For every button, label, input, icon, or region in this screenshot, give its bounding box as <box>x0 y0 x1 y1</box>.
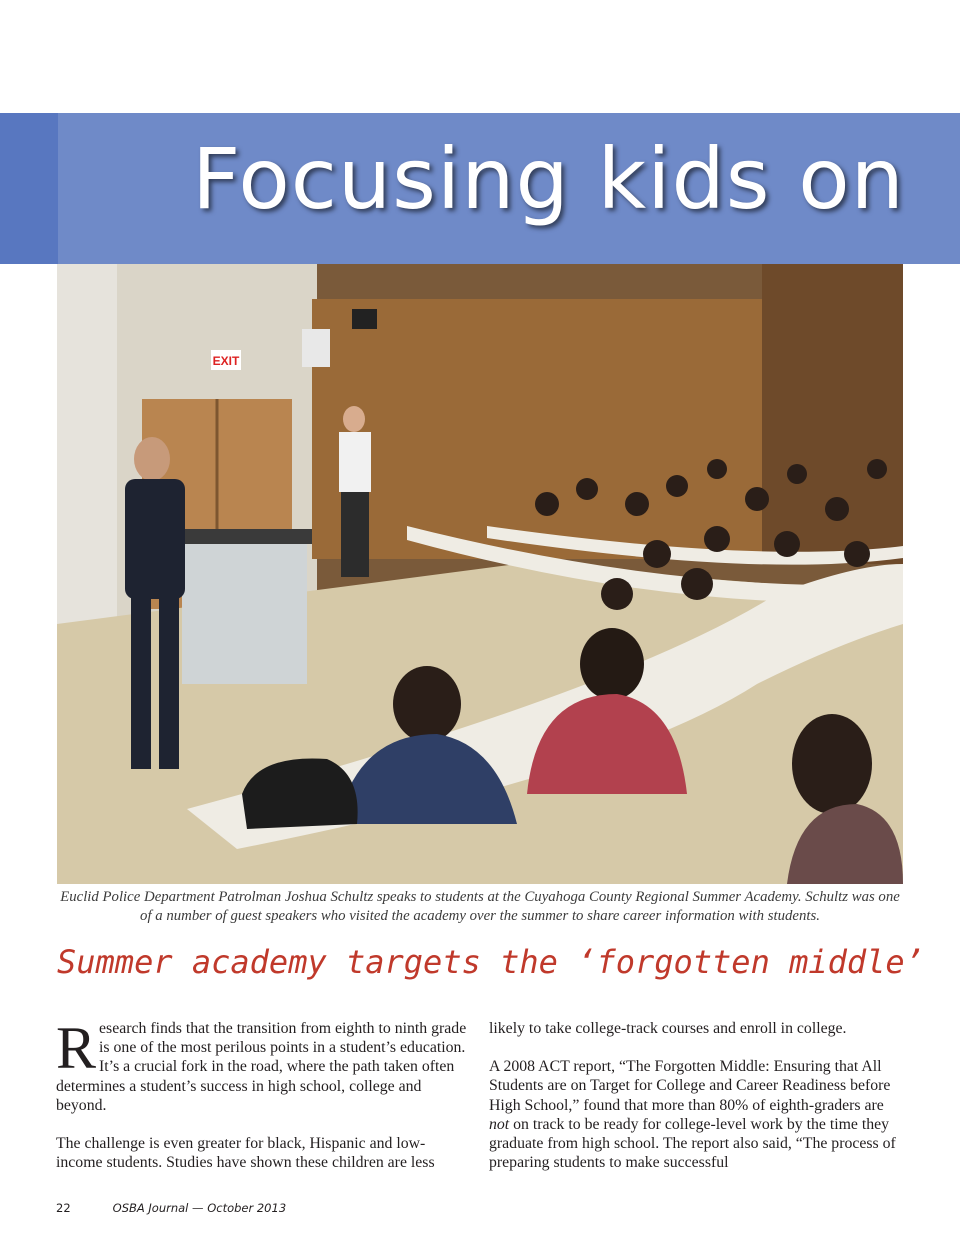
drop-cap: R <box>56 1015 97 1081</box>
paragraph-4-emphasis: not <box>489 1115 510 1133</box>
article-subheading: Summer academy targets the ‘forgotten middle’ <box>57 943 924 981</box>
photo-caption: Euclid Police Department Patrolman Joshua Schultz speaks to students at the Cuyahoga County Regional Summer Academy. Schultz was one of a number of guest speakers who visited the academy over the summer to share career information with students. <box>60 889 900 924</box>
paragraph-4-text-b: on track to be ready for college-level work by the time they graduate from high school. The report also said, “The process of preparing students to make successful <box>489 1115 896 1172</box>
classroom-photo <box>57 264 903 884</box>
paragraph-1-text: esearch finds that the transition from eighth to ninth grade is one of the most perilous points in a student’s education. It’s a crucial fork in the road, where the path taken often determines a student’s success in high school, college and beyond. <box>56 1020 467 1114</box>
page-footer <box>56 1201 286 1215</box>
article-column-left <box>56 1015 470 1191</box>
page-number: 22 <box>56 1201 71 1215</box>
cinder-block-wall <box>57 264 117 624</box>
article-column-right <box>489 1019 903 1191</box>
journal-name: OSBA Journal — October 2013 <box>112 1201 287 1215</box>
lectern <box>182 534 307 684</box>
article-headline: Focusing kids on <box>192 130 905 228</box>
title-banner <box>0 113 960 264</box>
paragraph-4-text-a: A 2008 ACT report, “The Forgotten Middle: Ensuring that All Students are on Target for College and Career Readiness before High School,” found that more than 80% of eighth-graders are <box>489 1058 891 1114</box>
paragraph-1 <box>56 1015 470 1115</box>
banner-tab <box>0 113 58 264</box>
paragraph-2: The challenge is even greater for black, Hispanic and low-income students. Studies have shown these children are less <box>56 1135 435 1172</box>
paragraph-4 <box>489 1057 903 1172</box>
exit-sign: EXIT <box>212 354 240 368</box>
wood-paneling <box>312 299 762 559</box>
paragraph-3: likely to take college-track courses and enroll in college. <box>489 1020 847 1037</box>
